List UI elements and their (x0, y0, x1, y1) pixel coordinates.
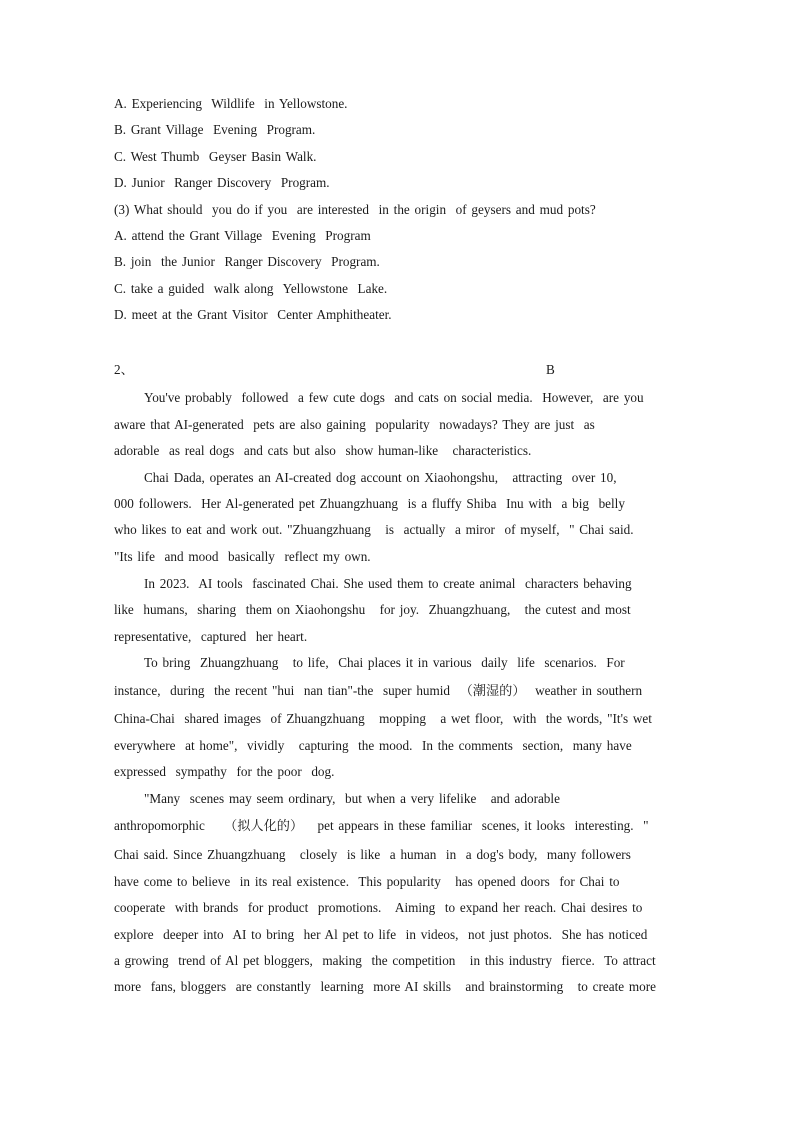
passage-line: everywhere at home", vividly capturing the mood. In the comments section, many have (114, 738, 632, 753)
passage-line: To bring Zhuangzhuang to life, Chai places it in various daily life scenarios. For (144, 655, 625, 670)
passage-line: representative, captured her heart. (114, 629, 308, 644)
option-b-grant-village: B. Grant Village Evening Program. (114, 122, 316, 137)
passage-line: In 2023. AI tools fascinated Chai. She used them to create animal characters behaving (144, 576, 632, 591)
passage-line: China-Chai shared images of Zhuangzhuang mopping a wet floor, with the words, "It's wet (114, 711, 652, 726)
passage-line: like humans, sharing them on Xiaohongshu for joy. Zhuangzhuang, the cutest and most (114, 602, 631, 617)
passage-line: You've probably followed a few cute dogs and cats on social media. However, are you (144, 390, 644, 405)
passage-line: instance, during the recent "hui nan tian"-the super humid （潮湿的） weather in southern (114, 683, 643, 698)
section-number: 2、 (114, 362, 134, 377)
passage-line: expressed sympathy for the poor dog. (114, 764, 335, 779)
passage-line: who likes to eat and work out. "Zhuangzhuang is actually a miror of myself, " Chai said. (114, 522, 634, 537)
passage-line: 000 followers. Her Al-generated pet Zhuangzhuang is a fluffy Shiba Inu with a big belly (114, 496, 625, 511)
passage-line: "Many scenes may seem ordinary, but when a very lifelike and adorable (144, 791, 560, 806)
passage-line: "Its life and mood basically reflect my own. (114, 549, 371, 564)
option-a-experiencing-wildlife: A. Experiencing Wildlife in Yellowstone. (114, 96, 348, 111)
q3-option-d: D. meet at the Grant Visitor Center Amphitheater. (114, 307, 392, 322)
option-c-west-thumb: C. West Thumb Geyser Basin Walk. (114, 149, 317, 164)
passage-line: have come to believe in its real existence. This popularity has opened doors for Chai to (114, 874, 620, 889)
q3-option-b: B. join the Junior Ranger Discovery Program. (114, 254, 380, 269)
option-d-junior-ranger: D. Junior Ranger Discovery Program. (114, 175, 330, 190)
passage-line: anthropomorphic （拟人化的） pet appears in these familiar scenes, it looks interesting. " (114, 818, 649, 833)
passage-line: cooperate with brands for product promotions. Aiming to expand her reach. Chai desires to (114, 900, 643, 915)
passage-line: Chai said. Since Zhuangzhuang closely is like a human in a dog's body, many followers (114, 847, 631, 862)
passage-line: adorable as real dogs and cats but also show human-like characteristics. (114, 443, 532, 458)
passage-line: explore deeper into AI to bring her Al pet to life in videos, not just photos. She has noticed (114, 927, 648, 942)
q3-option-c: C. take a guided walk along Yellowstone Lake. (114, 281, 388, 296)
passage-line: more fans, bloggers are constantly learning more AI skills and brainstorming to create more (114, 979, 657, 994)
section-label: B (546, 362, 555, 377)
passage-line: aware that AI-generated pets are also gaining popularity nowadays? They are just as (114, 417, 595, 432)
passage-line: Chai Dada, operates an AI-created dog account on Xiaohongshu, attracting over 10, (144, 470, 617, 485)
question-3-stem: (3) What should you do if you are interested in the origin of geysers and mud pots? (114, 202, 596, 217)
q3-option-a: A. attend the Grant Village Evening Program (114, 228, 371, 243)
passage-line: a growing trend of Al pet bloggers, making the competition in this industry fierce. To attract (114, 953, 656, 968)
